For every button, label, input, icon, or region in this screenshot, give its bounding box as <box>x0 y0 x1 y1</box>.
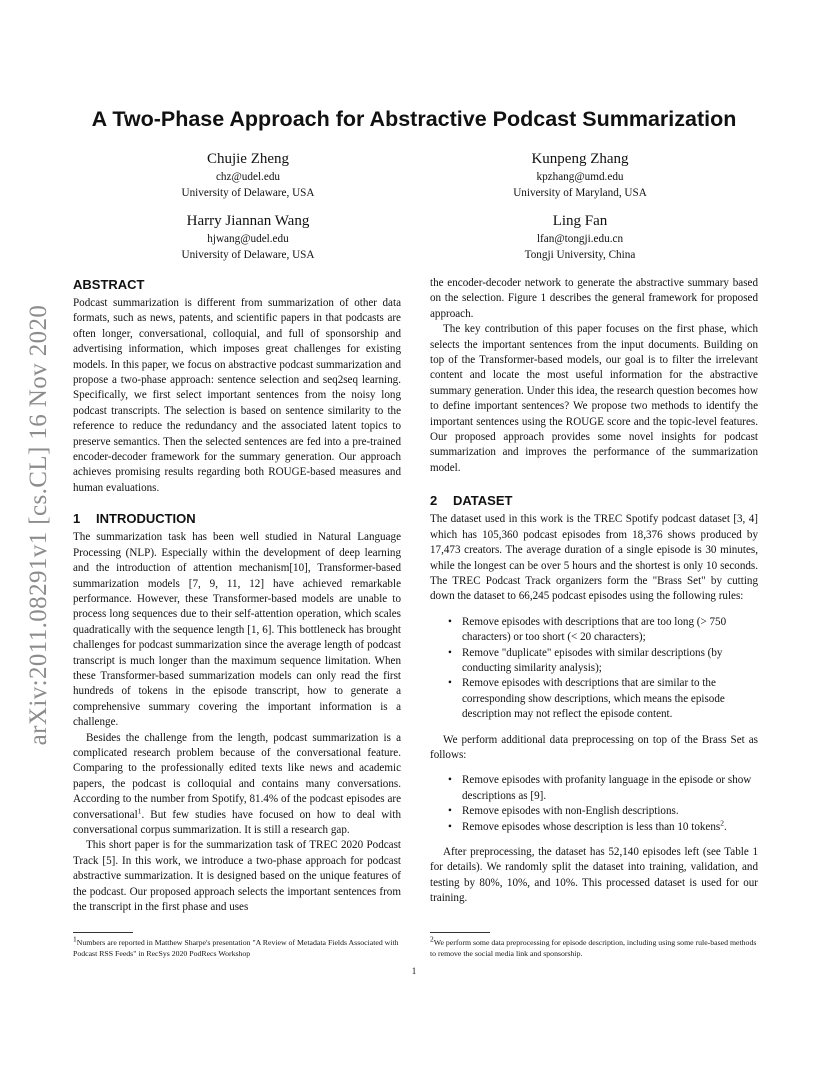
author-email: chz@udel.edu <box>215 171 281 183</box>
list-item: • Remove episodes with profanity language in the episode or show descriptions as [9]. <box>448 774 752 802</box>
paragraph: After preprocessing, the dataset has 52,140 episodes left (see Table 1 for details). We randomly split the dataset into training, validation, and testing by 80%, 10%, and 10%. This processed dataset is used for our training. <box>430 846 758 905</box>
paragraph: The summarization task has been well studied in Natural Language Processing (NLP). Especially within the development of deep learning and the introduction of attention mechanism[10], Transformer-based summarization models [7, 9, 11, 12] have achieved remarkable performance. However, these Transformer-based models are unable to process long sequences due to their self-attention operation, which scales quadratically with the sequence length [1, 6]. This bottleneck has brought challenges for podcast summarization since the average length of podcast transcript is much longer than the maximum sequence limitation. When these Transformer-based summarization models can only read the first hundreds of tokens in the episode transcript, how to generate a comprehensive summary covering the important information is a challenge. <box>73 531 401 729</box>
author-email: hjwang@udel.edu <box>207 233 289 245</box>
author-email: lfan@tongji.edu.cn <box>536 233 624 245</box>
author-email: kpzhang@umd.edu <box>536 171 624 183</box>
section-title: DATASET <box>453 493 513 509</box>
arxiv-identifier-text: arXiv:2011.08291v1 [cs.CL] 16 Nov 2020 <box>25 304 52 746</box>
author-name: Ling Fan <box>552 213 608 229</box>
paragraph: This short paper is for the summarization task of TREC 2020 Podcast Track [5]. In this work, we introduce a two-phase approach for podcast abstractive summarization. It is designed based on the unique features of the podcast. Our proposed approach selects the important sentences from the transcript in the first phase and uses <box>73 839 401 914</box>
right-column <box>430 276 758 907</box>
list-item: • Remove "duplicate" episodes with similar descriptions (by conducting similarity analysis); <box>448 646 723 674</box>
arxiv-identifier <box>15 290 63 760</box>
abstract-text: Podcast summarization is different from summarization of other data formats, such as news, patents, and scientific papers in that podcasts are often longer, conversational, colloquial, and full of sponsorship and advertising information, which imposes great challenges for existing models. In this paper, we focus on abstractive podcast summarization and propose a two-phase approach: sentence selection and seq2seq learning. Specifically, we first select important sentences from the noisy long podcast transcripts. The selection is based on sentence similarity to the reference to reduce the redundancy and the associated latent topics to preserve semantics. Then the selected sentences are fed into a pre-trained encoder-decoder framework for the summary generation. Our approach achieves promising results regarding both ROUGE-based measures and human evaluations. <box>73 297 401 494</box>
list-item: • Remove episodes with non-English descriptions. <box>446 804 758 819</box>
footnote-marker: 2 <box>720 817 724 827</box>
bullet-icon: • <box>448 677 452 690</box>
list-item: • Remove episodes with descriptions that are too long (> 750 characters) or too short (< 20 characters); <box>448 615 727 644</box>
author-block <box>415 150 745 201</box>
author-name: Kunpeng Zhang <box>531 151 629 167</box>
left-column <box>73 276 401 915</box>
author-affiliation: University of Delaware, USA <box>181 249 315 261</box>
paragraph: The key contribution of this paper focuses on the first phase, which selects the important sentences from the input documents. Building on top of the Transformer-based models, our goal is to filter the irrelevant content and locate the most useful information for the abstractive summary generation. Under this idea, the research question becomes how to define important sentences? We propose two methods to identify the important sentences using the ROUGE score and the topic-level features. Our proposed approach provides some novel insights for podcast summarization and improves the performance of the summarization model. <box>430 323 758 474</box>
rules-list <box>430 615 758 723</box>
footnote-divider <box>73 932 133 933</box>
paragraph: the encoder-decoder network to generate the abstractive summary based on the selection. Figure 1 describes the general framework for proposed approach. <box>430 277 758 320</box>
paragraph: We perform additional data preprocessing on top of the Brass Set as follows: <box>430 733 758 761</box>
author-block <box>415 212 745 263</box>
section-heading <box>430 492 758 509</box>
bullet-icon: • <box>448 774 452 787</box>
bullet-icon: • <box>448 646 452 659</box>
paragraph: The dataset used in this work is the TREC Spotify podcast dataset [3, 4] which has 105,360 podcast episodes from 18,376 shows produced by 17,473 creators. The average duration of a single episode is 30 minutes, while the longest can be over 5 hours and the shortest is only 10 seconds. The TREC Podcast Track organizers form the "Brass Set" by cutting down the dataset to 66,245 podcast episodes using the following rules: <box>430 513 758 603</box>
list-item: • Remove episodes whose description is less than 10 tokens$^2$. <box>446 820 758 835</box>
author-block <box>83 212 413 263</box>
author-affiliation: Tongji University, China <box>524 249 636 261</box>
section-number: 1 <box>73 511 81 527</box>
paper-title: A Two-Phase Approach for Abstractive Podcast Summarization <box>91 107 737 131</box>
author-name: Chujie Zheng <box>206 151 290 167</box>
footnote: $^1$Numbers are reported in Matthew Sharpe's presentation "A Review of Metadata Fields Associated with Podcast RSS Feeds" in RecSys 2020 PodRecs Workshop <box>73 934 399 958</box>
footnote-divider <box>430 932 490 933</box>
bullet-icon: • <box>448 820 452 833</box>
list-item: • Remove episodes with descriptions that are similar to the corresponding show descriptions, which means the episode description may not reflect the episode content. <box>448 677 725 721</box>
section-number: 2 <box>430 493 438 509</box>
preprocessing-list <box>430 773 758 835</box>
page-number: 1 <box>411 966 417 976</box>
footnote-marker: 1 <box>73 934 77 944</box>
bullet-icon: • <box>448 615 452 628</box>
author-name: Harry Jiannan Wang <box>186 213 310 229</box>
section-title: INTRODUCTION <box>96 511 196 527</box>
author-affiliation: University of Maryland, USA <box>513 187 647 199</box>
abstract-heading: ABSTRACT <box>73 277 145 292</box>
author-block <box>83 150 413 201</box>
footnote-marker: 1 <box>137 805 142 815</box>
section-heading <box>73 510 401 527</box>
footnote: $^2$We perform some data preprocessing for episode description, including using some rule-based methods to remove the social media link and sponsorship. <box>430 934 757 958</box>
author-affiliation: University of Delaware, USA <box>181 187 315 199</box>
bullet-icon: • <box>448 805 452 818</box>
footnote-marker: 2 <box>430 934 434 944</box>
paragraph: Besides the challenge from the length, podcast summarization is a complicated research problem because of the conversational feature. Comparing to the professionally edited texts like news and academic papers, the podcast is colloquial and contains many conversations. According to the number from Spotify, 81.4% of the podcast episodes are conversational$^1$. But few studies have focused on how to deal with conversational corpus summarization. It is still a research gap. <box>73 731 401 836</box>
